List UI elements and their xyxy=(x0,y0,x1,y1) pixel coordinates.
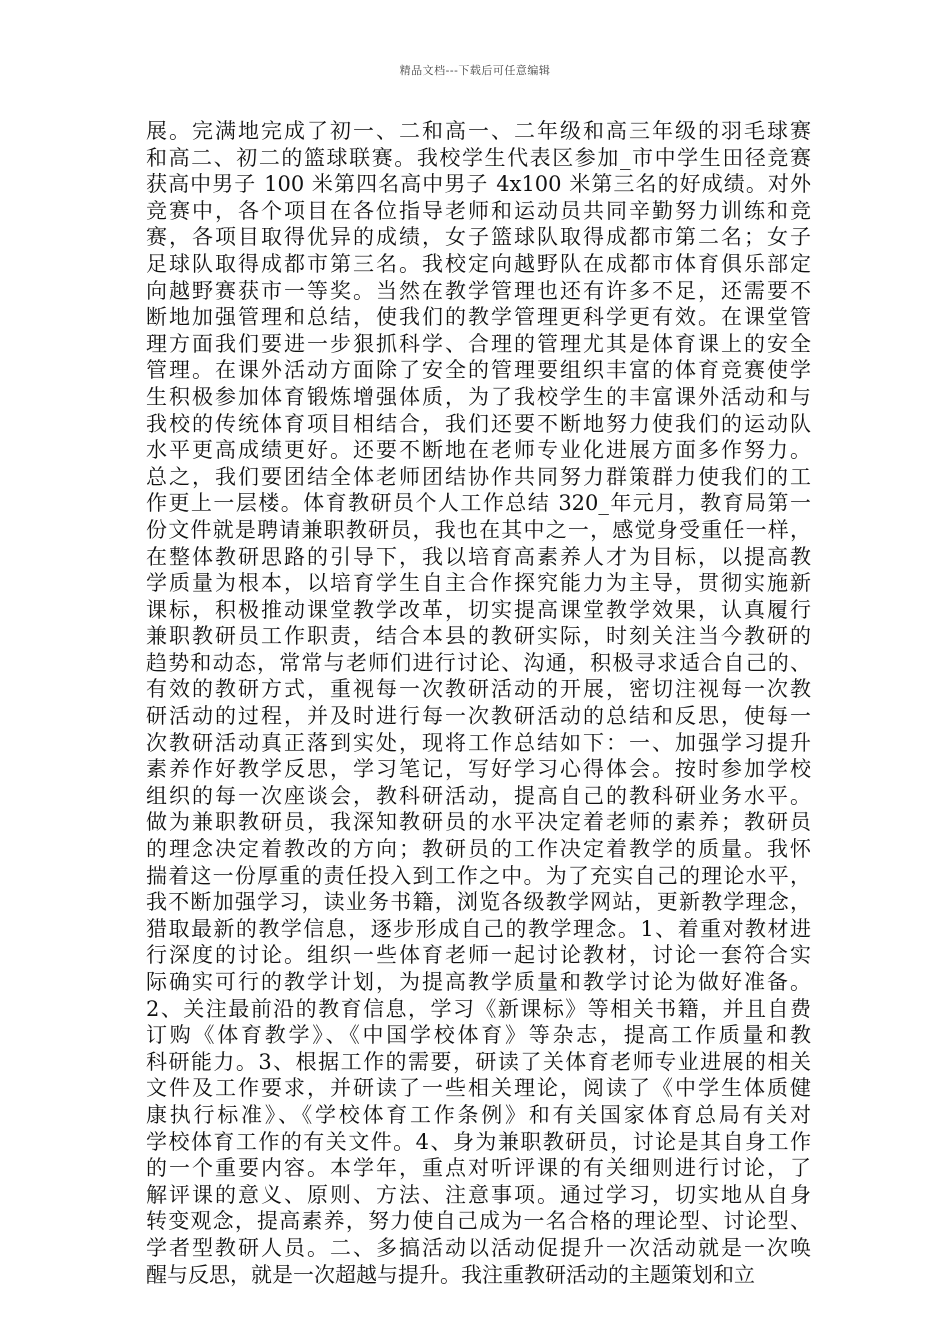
text-line: 组织的每一次座谈会，教科研活动，提高自己的教科研业务水平。 xyxy=(146,783,811,808)
text-line: 学校体育工作的有关文件。4、身为兼职教研员，讨论是其自身工作 xyxy=(146,1129,811,1154)
text-line: 兼职教研员工作职责，结合本县的教研实际，时刻关注当今教研的 xyxy=(146,624,811,649)
page-header: 精品文档---下载后可任意编辑 xyxy=(399,64,551,77)
text-line: 的一个重要内容。本学年，重点对听评课的有关细则进行讨论，了 xyxy=(146,1156,811,1181)
text-line: 学者型教研人员。二、多搞活动以活动促提升一次活动就是一次唤 xyxy=(146,1235,811,1260)
text-line: 总之，我们要团结全体老师团结协作共同努力群策群力使我们的工 xyxy=(146,464,811,489)
text-line: 赛，各项目取得优异的成绩，女子篮球队取得成都市第二名；女子 xyxy=(146,225,811,250)
text-line: 转变观念，提高素养，努力使自己成为一名合格的理论型、讨论型、 xyxy=(146,1209,811,1234)
text-line: 的理念决定着教改的方向；教研员的工作决定着教学的质量。我怀 xyxy=(146,837,811,862)
text-line: 际确实可行的教学计划，为提高教学质量和教学讨论为做好准备。 xyxy=(146,970,811,994)
text-line: 我不断加强学习，读业务书籍，浏览各级教学网站，更新教学理念， xyxy=(146,890,811,915)
text-line: 课标，积极推动课堂教学改革，切实提高课堂教学效果，认真履行 xyxy=(146,597,811,622)
text-line: 和高二、初二的篮球联赛。我校学生代表区参加_市中学生田径竞赛 xyxy=(146,145,811,170)
text-line: 足球队取得成都市第三名。我校定向越野队在成都市体育俱乐部定 xyxy=(146,251,811,276)
text-line: 科研能力。3、根据工作的需要，研读了关体育老师专业进展的相关 xyxy=(146,1049,811,1074)
text-line: 我校的传统体育项目相结合，我们还要不断地努力使我们的运动队 xyxy=(146,411,811,436)
text-line: 份文件就是聘请兼职教研员，我也在其中之一，感觉身受重任一样， xyxy=(146,517,811,542)
text-line: 猎取最新的教学信息，逐步形成自己的教学理念。1、着重对教材进 xyxy=(146,916,811,941)
text-line: 有效的教研方式，重视每一次教研活动的开展，密切注视每一次教 xyxy=(146,677,811,702)
text-line: 学质量为根本，以培育学生自主合作探究能力为主导，贯彻实施新 xyxy=(146,571,811,596)
text-line: 研活动的过程，并及时进行每一次教研活动的总结和反思，使每一 xyxy=(146,704,811,729)
text-line: 文件及工作要求，并研读了一些相关理论，阅读了《中学生体质健 xyxy=(146,1076,811,1101)
text-line: 作更上一层楼。体育教研员个人工作总结 320_年元月，教育局第一 xyxy=(146,491,811,516)
text-line: 揣着这一份厚重的责任投入到工作之中。为了充实自己的理论水平， xyxy=(146,863,811,888)
text-line: 在整体教研思路的引导下，我以培育高素养人才为目标，以提高教 xyxy=(146,544,811,569)
text-line: 水平更高成绩更好。还要不断地在老师专业化进展方面多作努力。 xyxy=(146,438,811,463)
text-line: 管理。在课外活动方面除了安全的管理要组织丰富的体育竞赛使学 xyxy=(146,358,811,383)
text-line: 获高中男子 100 米第四名高中男子 4x100 米第三名的好成绩。对外 xyxy=(146,172,811,197)
text-line: 向越野赛获市一等奖。当然在教学管理也还有许多不足，还需要不 xyxy=(146,278,811,303)
body-paragraph xyxy=(146,118,811,1288)
text-line: 生积极参加体育锻炼增强体质，为了我校学生的丰富课外活动和与 xyxy=(146,384,811,409)
text-line: 素养作好教学反思，学习笔记，写好学习心得体会。按时参加学校 xyxy=(146,757,811,782)
text-line: 解评课的意义、原则、方法、注意事项。通过学习，切实地从自身 xyxy=(146,1182,811,1207)
text-line: 断地加强管理和总结，使我们的教学管理更科学更有效。在课堂管 xyxy=(146,305,811,330)
text-line: 行深度的讨论。组织一些体育老师一起讨论教材，讨论一套符合实 xyxy=(146,943,811,968)
text-line: 康执行标准》、《学校体育工作条例》和有关国家体育总局有关对 xyxy=(146,1102,811,1127)
text-line: 展。完满地完成了初一、二和高一、二年级和高三年级的羽毛球赛 xyxy=(146,119,811,143)
text-line: 次教研活动真正落到实处，现将工作总结如下：一、加强学习提升 xyxy=(146,730,811,755)
text-line: 竞赛中，各个项目在各位指导老师和运动员共同辛勤努力训练和竞 xyxy=(146,198,811,223)
text-line: 趋势和动态，常常与老师们进行讨论、沟通，积极寻求适合自己的、 xyxy=(146,650,811,675)
text-line: 做为兼职教研员，我深知教研员的水平决定着老师的素养；教研员 xyxy=(146,810,811,835)
text-line: 2、关注最前沿的教育信息，学习《新课标》等相关书籍，并且自费 xyxy=(146,996,811,1021)
text-line: 订购《体育教学》、《中国学校体育》等杂志，提高工作质量和教 xyxy=(146,1023,811,1048)
text-line: 醒与反思，就是一次超越与提升。我注重教研活动的主题策划和立 xyxy=(146,1262,755,1287)
text-line: 理方面我们要进一步狠抓科学、合理的管理尤其是体育课上的安全 xyxy=(146,331,811,356)
